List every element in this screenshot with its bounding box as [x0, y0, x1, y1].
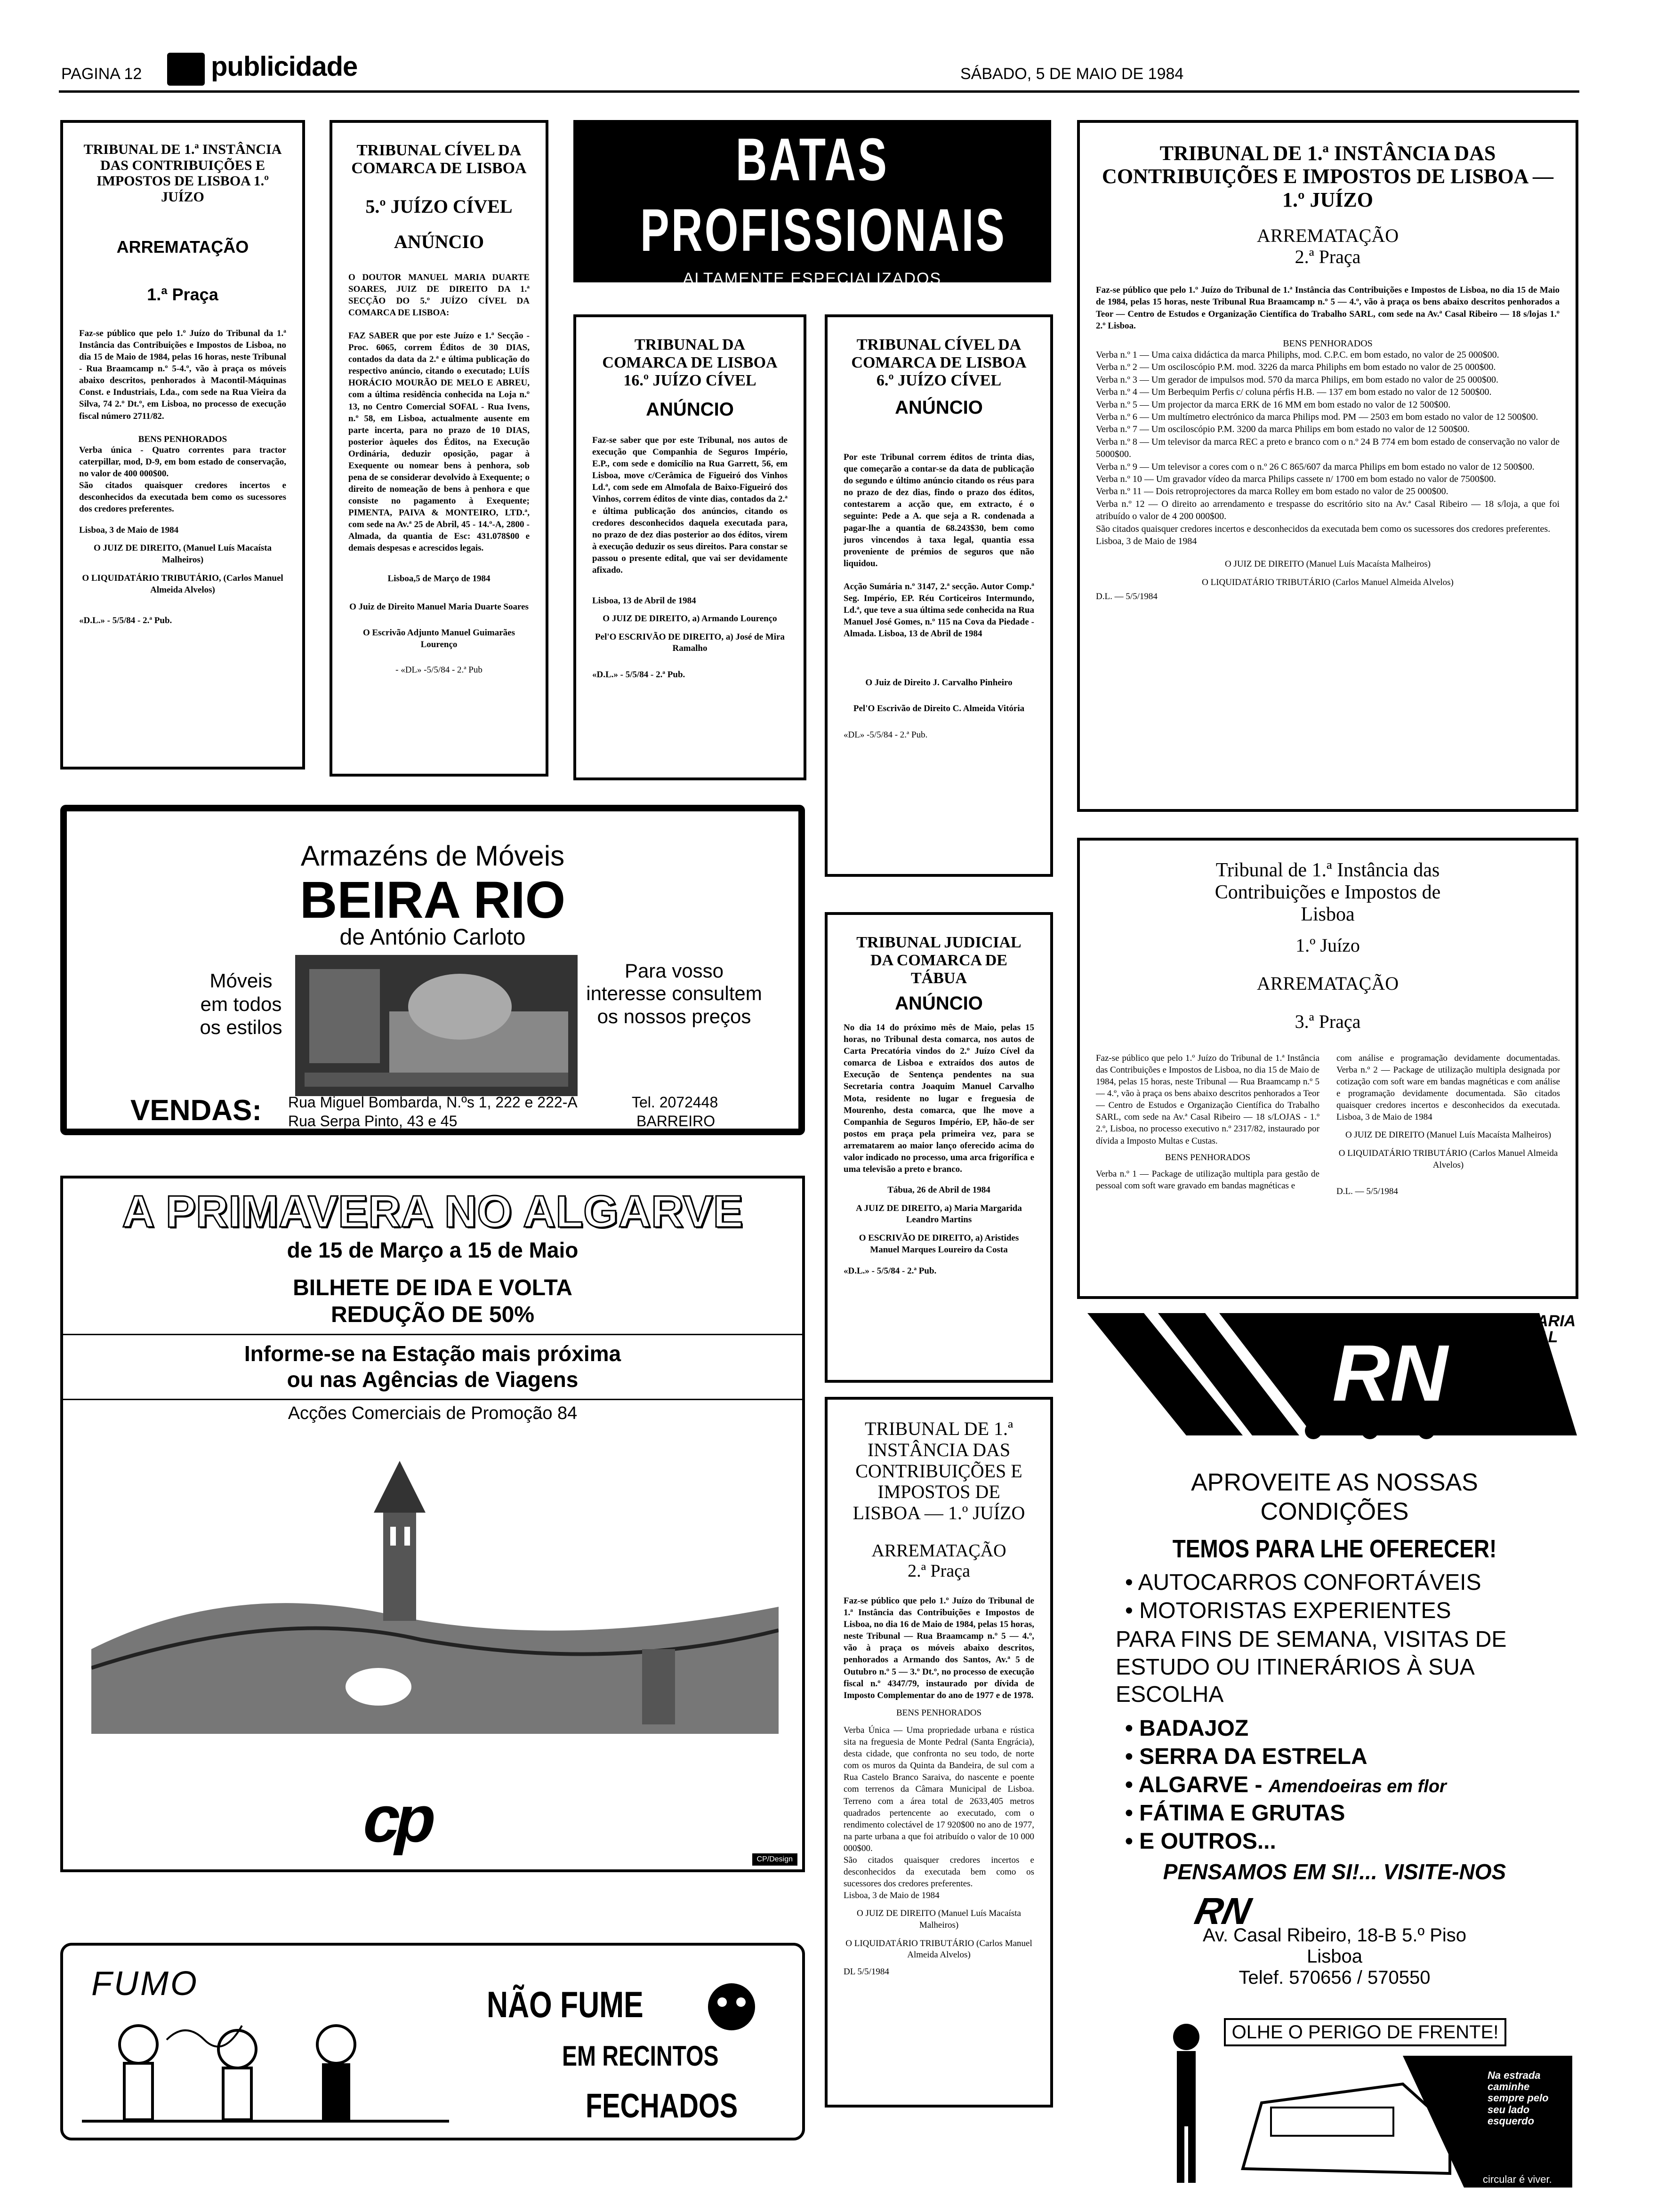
batas-sub1: ALTAMENTE ESPECIALIZADOS — [683, 270, 942, 288]
notice-juizo: 5.º JUÍZO CÍVEL — [365, 196, 513, 217]
bens-title: BENS PENHORADOS — [138, 434, 227, 444]
clerk-signature: Pel'O ESCRIVÃO DE DIREITO, a) José de Mira Ramalho — [595, 632, 785, 654]
verba-item: Verba n.º 7 — Um osciloscópio P.M. 3200 da marca Philips em bom estado no valor de 12 500$00. — [1096, 424, 1470, 435]
notice-title: TRIBUNAL CÍVEL DA COMARCA DE LISBOA 6.º JUÍZO CÍVEL — [851, 336, 1027, 390]
smoking-face-icon — [689, 1979, 774, 2035]
fumo-label: FUMO — [91, 1965, 199, 2003]
notice-praca: 3.ª Praça — [1295, 1010, 1361, 1032]
beira-rio-city: BARREIRO — [636, 1113, 716, 1130]
notice-praca: 2.ª Praça — [908, 1561, 970, 1581]
publication-ref: «D.L.» - 5/5/84 - 2.ª Pub. — [844, 1266, 937, 1276]
notice-date: Lisboa, 3 de Maio de 1984 — [844, 1891, 940, 1901]
rn-dest1: • BADAJOZ — [1125, 1716, 1249, 1741]
verba-item: Verba n.º 1 — Uma caixa didáctica da marca Philiphs, mod. C.P.C. em bom estado, no valor de 25 000$00. — [1096, 350, 1499, 361]
rn-bullet2: • MOTORISTAS EXPERIENTES — [1125, 1598, 1451, 1623]
verba-list — [1096, 349, 1560, 522]
bens-title: BENS PENHORADOS — [1283, 338, 1373, 349]
judge-signature: O JUIZ DE DIREITO, a) Armando Lourenço — [603, 614, 777, 624]
rn-dest3-detail: Amendoeiras em flor — [1268, 1777, 1447, 1796]
verba-item: Verba n.º 3 — Um gerador de impulsos mod. 570 da marca Philips, em bom estado no valor de 25 000$00. — [1096, 374, 1498, 385]
rn-dest2: • SERRA DA ESTRELA — [1125, 1744, 1367, 1769]
liquidator-signature: O LIQUIDATÁRIO TRIBUTÁRIO (Carlos Manuel Almeida Alvelos) — [1202, 577, 1454, 588]
divider — [63, 1399, 802, 1400]
rn-dest3: • ALGARVE - Amendoeiras em flor — [1125, 1772, 1447, 1797]
page-date: SÁBADO, 5 DE MAIO DE 1984 — [960, 65, 1184, 83]
rn-dest5-text: E OUTROS... — [1139, 1829, 1276, 1854]
notice-body: FAZ SABER que por este Juízo e 1.ª Secção - Proc. 6065, correm Éditos de 30 DIAS, contados da data da 2.ª e última publicação do respectivo anúncio, citando o executado; LUÍS HORÁCIO MOURÃO DE MELO E ABREU, com a última residência conhecida na Loja n.º 13, no Centro Comercial SOFAL - Rua Ivens, n.º 58, em Lisboa, actualmente ausente em parte incerta, para no prazo de 10 DIAS, posterior àqueles dos Éditos, na Execução Ordinária, deduzir oposição, pagar à Exequente ou nomear bens à penhora, sob pena de se considerar devolvido à Exequente; o direito de nomeação de bens à penhora e que consiste no pagamento à Exequente; PIMENTA, PAIVA & MONTEIRO, LTD.ª, com sede na Av.ª 25 de Abril, 45 - 14.º-A, 2800 - Almada, da quantia de Esc: 431.078$00 e demais despesas e acrescidos legais. — [348, 331, 530, 553]
algarve-dates: de 15 de Março a 15 de Maio — [287, 1238, 579, 1262]
algarve-info2: ou nas Agências de Viagens — [287, 1367, 579, 1392]
notice-praca: 1.ª Praça — [147, 284, 218, 304]
notice-title: TRIBUNAL DA COMARCA DE LISBOA 16.º JUÍZO CÍVEL — [602, 336, 778, 390]
verba-item: Verba n.º 4 — Um Berbequim Perfis c/ coluna pérfis H.B. — 137 em bom estado no valor de 12 500$00. — [1096, 387, 1492, 398]
verba-item: Verba n.º 6 — Um multímetro electrónico da marca Philips mod. PM — 2503 em bom estado no valor de 12 500$00. — [1096, 412, 1538, 423]
notice-date: Lisboa, 13 de Abril de 1984 — [592, 595, 696, 606]
page-number: PAGINA 12 — [61, 65, 142, 83]
notice-date: Lisboa, 3 de Maio de 1984 — [79, 525, 179, 536]
notice-subtitle: ARREMATAÇÃO — [871, 1540, 1006, 1561]
publication-ref: - «DL» -5/5/84 - 2.ª Pub — [395, 665, 483, 675]
bens-text: Verba n.º 1 — Package de utilização multipla para gestão de pessoal com soft ware gravado em bandas magnéticas e — [1096, 1169, 1319, 1191]
publication-ref: «D.L.» - 5/5/84 - 2.ª Pub. — [592, 670, 685, 680]
verba-item: Verba n.º 8 — Um televisor da marca REC a preto e branco com o n.º 24 B 774 em bom estado de conservação no valor de 5000$00. — [1096, 436, 1560, 460]
judge-signature: O Juiz de Direito Manuel Maria Duarte Soares — [349, 602, 529, 612]
algarve-footer: Acções Comerciais de Promoção 84 — [288, 1403, 578, 1423]
verba-item: Verba n.º 11 — Dois retroprojectores da marca Rolley em bom estado no valor de 25 000$00. — [1096, 486, 1448, 497]
chimney-rooftop-illustration-icon — [91, 1451, 779, 1734]
rn-line1: APROVEITE AS NOSSAS — [1191, 1469, 1478, 1496]
rn-line2: CONDIÇÕES — [1260, 1498, 1409, 1525]
citados-text: São citados quaisquer credores incertos e desconhecidos da executada bem como os sucessores dos credores preferentes. — [844, 1855, 1034, 1889]
beira-rio-t2: BEIRA RIO — [299, 871, 566, 929]
algarve-info1: Informe-se na Estação mais próxima — [244, 1341, 621, 1366]
rn-dest2-text: SERRA DA ESTRELA — [1139, 1744, 1367, 1769]
beira-rio-right: Para vosso interesse consultem os nossos preços — [586, 960, 762, 1027]
notice-anuncio: ANÚNCIO — [895, 993, 983, 1014]
notice-body: Faz-se saber que por este Tribunal, nos autos de execução que Companhia de Seguros Império, E.P., com sede e domicílio na Rua Garrett, 56, em Lisboa, move c/Cerâmica de Figueiró dos Vinhos Ld.ª, com sede em Almofala de Baixo-Figueiró dos Vinhos, correm éditos de vinte dias, contados da 2.ª e última publicação dos anúncios, citando os credores desconhecidos daquela executada para, no prazo de dez dias posterior ao dos éditos, virem à execução deduzir os seus direitos. Para constar se passou o presente edital, que vai ser devidamente afixado. — [592, 435, 788, 575]
rn-dest4: • FÁTIMA E GRUTAS — [1125, 1801, 1345, 1826]
notice-praca: 2.ª Praça — [1295, 246, 1361, 267]
batas-sub2: TINTURARIA GUANABARA - Dep. de Confecções — [633, 294, 992, 312]
nao-fume-title: NÃO FUME — [487, 1984, 643, 2025]
rn-logo-text: RN — [1332, 1329, 1448, 1418]
notice-body: Por este Tribunal correm éditos de trinta dias, que começarão a contar-se da data de publicação do segundo e último anúncio citando os réus para no prazo de dez dias, findo o prazo dos éditos, contestarem a acção que, em extracto, é o seguinte: Pede a A. que seja a R. condenada a pagar-lhe a quantia de 68.243$30, bem como juros vincendos à taxa legal, quantia essa proveniente de prémios de seguros que não liquidou. — [844, 452, 1034, 569]
ad-tribunal-comarca-16juizo — [573, 314, 806, 780]
notice-date: Tábua, 26 de Abril de 1984 — [887, 1185, 990, 1195]
perigo-title: OLHE O PERIGO DE FRENTE! — [1231, 2022, 1499, 2043]
rn-bullet2-text: MOTORISTAS EXPERIENTES — [1139, 1598, 1451, 1623]
notice-body-cont: com análise e programação devidamente documentadas. Verba n.º 2 — Package de utilização multipla designada por cotização com soft ware em bandas magnéticas e com análise e programação devidamente documentada. São citados quaisquer credores incertos e desconhecidos da executada. Lisboa, 3 de Maio de 1984 — [1336, 1053, 1560, 1122]
notice-anuncio: ANÚNCIO — [895, 397, 983, 418]
citados-text: São citados quaisquer credores incertos e desconhecidos da executada bem como os sucessores dos credores preferentes. — [1096, 523, 1551, 534]
notice-subtitle: ARREMATAÇÃO — [1256, 224, 1399, 246]
section-title: publicidade — [211, 51, 358, 82]
rn-line4: PARA FINS DE SEMANA, VISITAS DE ESTUDO OU ITINERÁRIOS À SUA ESCOLHA — [1116, 1627, 1507, 1707]
algarve-offer1: BILHETE DE IDA E VOLTA — [293, 1275, 572, 1300]
rn-small-logo-icon: RN — [1191, 1890, 1255, 1932]
beira-rio-left: Móveis em todos os estilos — [200, 970, 282, 1039]
rn-line5: PENSAMOS EM SI!... VISITE-NOS — [1163, 1859, 1506, 1884]
judge-signature: O Juiz de Direito J. Carvalho Pinheiro — [865, 678, 1013, 688]
divider — [63, 1334, 802, 1335]
ad-batas-profissionais — [573, 120, 1051, 335]
clerk-signature: O Escrivão Adjunto Manuel Guimarães Lourenço — [362, 627, 515, 649]
ad-tribunal-tabua — [825, 912, 1053, 1383]
notice-body: Faz-se público que pelo 1.º Juízo do Tribunal de 1.ª Instância das Contribuições e Impostos de Lisboa, no dia 15 de Maio de 1984, pelas 15 horas, neste Tribunal — Rua Braamcamp n.º 5 — 4.º, vão à praça os bens abaixo descritos penhorados a Teor — Centro de Estudos e Organização Científica do Trabalho SARL, com sede na Av.ª Casal Ribeiro — 18 s/LOJAS - 1.º 2.º, Lisboa, no processo executivo n.º 2317/82, instaurado por dívida a Imposto Multas e Custas. — [1096, 1053, 1319, 1146]
ad-olhe-perigo — [1158, 2018, 1572, 2202]
notice-intro: O DOUTOR MANUEL MARIA DUARTE SOARES, JUIZ DE DIREITO DA 1.ª SECÇÃO DO 5.º JUÍZO CÍVEL DA COMARCA DE LISBOA: — [348, 272, 530, 318]
rn-address: Av. Casal Ribeiro, 18-B 5.º Piso — [1202, 1925, 1467, 1946]
notice-date: Lisboa, 3 de Maio de 1984 — [1096, 536, 1197, 546]
notice-juizo: 1.º Juízo — [1295, 935, 1360, 956]
judge-signature: O JUIZ DE DIREITO (Manuel Luís Macaísta Malheiros) — [857, 1908, 1021, 1930]
rn-bullet1: • AUTOCARROS CONFORTÁVEIS — [1125, 1570, 1481, 1595]
rn-dest4-text: FÁTIMA E GRUTAS — [1139, 1801, 1345, 1826]
liquidator-signature: O LIQUIDATÁRIO TRIBUTÁRIO, (Carlos Manuel Almeida Alvelos) — [82, 573, 283, 595]
clerk-signature: O ESCRIVÃO DE DIREITO, a) Aristides Manuel Marques Loureiro da Costa — [859, 1233, 1019, 1255]
beira-rio-tel: Tel. 2072448 — [632, 1094, 718, 1111]
rn-brand: RODOVIARIA NACIONAL — [1473, 1312, 1575, 1346]
notice-subtitle: ARREMATAÇÃO — [116, 237, 249, 257]
ad-tribunal-contribuicoes-1praca — [60, 120, 305, 769]
furniture-photo-icon — [295, 955, 578, 1096]
bens-title: BENS PENHORADOS — [1165, 1152, 1251, 1162]
notice-subtitle: ARREMATAÇÃO — [1256, 972, 1399, 994]
ad-tribunal-contribuicoes-2praca-b — [825, 1397, 1053, 2108]
rn-dest1-text: BADAJOZ — [1139, 1716, 1249, 1741]
algarve-title: A PRIMAVERA NO ALGARVE — [122, 1186, 743, 1237]
ad-tribunal-civel-5juizo — [330, 120, 548, 777]
notice-date: Lisboa,5 de Março de 1984 — [387, 573, 491, 584]
beira-rio-t3: de António Carloto — [339, 925, 526, 950]
cp-design-credit: CP/Design — [752, 1853, 797, 1866]
publication-ref: DL 5/5/1984 — [844, 1966, 889, 1977]
notice-anuncio: ANÚNCIO — [394, 231, 484, 252]
batas-address: Areeiro) — [788, 320, 832, 335]
notice-title: TRIBUNAL CÍVEL DA COMARCA DE LISBOA — [351, 142, 527, 177]
notice-body: Faz-se público que pelo 1.º Juízo do Tribunal da 1.ª Instância das Contribuições e Impostos de Lisboa, no dia 15 de Maio de 1984, pelas 16 horas, neste Tribunal - Rua Braamcamp n.º 5-4.º, vão à praça os móveis abaixo descritos, penhorados à Macontil-Máquinas Const. e Industriais, Lda., com sede na Rua Vieira da Silva, 74 2.º Dt.º, em Lisboa, no processo de execução fiscal número 2711/82. — [79, 329, 286, 421]
citados-text: São citados quaisquer credores incertos e desconhecidos da executada bem como os sucessores dos credores preferentes. — [79, 481, 286, 514]
header-rule — [59, 90, 1579, 93]
notice-anuncio: ANÚNCIO — [646, 399, 734, 420]
ad-nao-fume — [60, 1943, 805, 2140]
ad-tribunal-contribuicoes-2praca-a — [1077, 120, 1578, 812]
bens-text: Verba Única — Uma propriedade urbana e rústica sita na freguesia de Monte Pedral (Santa Engrácia), desta cidade, que confronta no seu todo, de norte com os muros da Quinta da Bandeira, de sul com a Rua Castelo Branco Saraiva, do nascente e poente com terrenos da Câmara Municipal de Lisboa. Terreno com a área total de 2633,405 metros quadrados pertencente ao executado, com o rendimento colectável de 17 920$00 no ano de 1977, na parte urbana a que foi atribuído o valor de 10 000 000$00. — [844, 1725, 1034, 1853]
newspaper-logo-icon — [167, 53, 205, 86]
smokers-cartoon-icon — [82, 2012, 449, 2134]
notice-body: Faz-se público que pelo 1.º Juízo do Tribunal de 1.ª Instância das Contribuições e Impostos de Lisboa, no dia 15 de Maio de 1984, pelas 15 horas, neste Tribunal Rua Braamcamp n.º 5 — 4.º, vão à praça os bens abaixo descritos penhorados a Teor — Centro de Estudos e Organização Científica do Trabalho SARL, com sede na Av.ª Casal Ribeiro — 18 s/lojas 1.º 2.º Lisboa. — [1096, 285, 1560, 331]
accao-text: Acção Sumária n.º 3147, 2.ª secção. Autor Comp.ª Seg. Império, EP. Réu Corticeiros Intermundo, Ld.ª, que teve a sua última sede conhecida na Rua Manuel José Gomes, n.º 115 na Cova da Piedade - Almada. Lisboa, 13 de Abril de 1984 — [844, 581, 1034, 639]
rn-dest5: • E OUTROS... — [1125, 1829, 1276, 1854]
algarve-offer2: REDUÇÃO DE 50% — [330, 1302, 535, 1327]
rn-bullet1-text: AUTOCARROS CONFORTÁVEIS — [1138, 1570, 1481, 1595]
liquidator-signature: O LIQUIDATÁRIO TRIBUTÁRIO (Carlos Manuel Almeida Alvelos) — [1338, 1148, 1558, 1170]
notice-column-right — [1336, 1052, 1560, 1197]
publication-ref: D.L. — 5/5/1984 — [1096, 591, 1158, 601]
judge-signature: O JUIZ DE DIREITO, (Manuel Luís Macaísta Malheiros) — [93, 543, 272, 565]
ad-beira-rio — [60, 805, 805, 1135]
notice-body: No dia 14 do próximo mês de Maio, pelas 15 horas, no Tribunal desta comarca, nos autos de Carta Precatória vindos do 2.º Juízo Cível da comarca de Lisboa e extraídos dos autos de Execução de Sentença pendentes na sua Secretaria contra Joaquim Manuel Carvalho Mota, residente no lugar e freguesia de Mourenho, desta comarca, que lhe move a Companhia de Seguros Império, EP, hão-de ser postos em praça pela primeira vez, para se arrematarem ao maior lanço oferecido acima do valor indicado no processo, uma arca frigorífica e uma televisão a preto e branco. — [844, 1023, 1034, 1174]
verba-item: Verba n.º 9 — Um televisor a cores com o n.º 26 C 865/607 da marca Philips em bom estado no valor de 12 500$00. — [1096, 461, 1535, 472]
beira-rio-t1: Armazéns de Móveis — [300, 840, 565, 872]
publication-ref: «DL» -5/5/84 - 2.ª Pub. — [844, 729, 928, 740]
judge-signature: O JUIZ DE DIREITO (Manuel Luís Macaísta Malheiros) — [1224, 559, 1431, 569]
notice-title: TRIBUNAL DE 1.ª INSTÂNCIA DAS CONTRIBUIÇÕES E IMPOSTOS DE LISBOA — 1.º JUÍZO — [853, 1418, 1025, 1524]
cp-logo-icon: cp — [356, 1782, 440, 1856]
rn-line3: TEMOS PARA LHE OFERECER! — [1172, 1535, 1497, 1563]
ad-rodoviaria-nacional — [1087, 1313, 1582, 1967]
publication-ref: «D.L.» - 5/5/84 - 2.ª Pub. — [79, 616, 172, 626]
notice-title: TRIBUNAL JUDICIAL DA COMARCA DE TÁBUA — [856, 934, 1022, 987]
nao-fume-line3: FECHADOS — [586, 2087, 738, 2125]
rn-telephone: Telef. 570656 / 570550 — [1239, 1967, 1431, 1988]
beira-rio-addr2: Rua Serpa Pinto, 43 e 45 — [288, 1113, 458, 1130]
judge-signature: O JUIZ DE DIREITO (Manuel Luís Macaísta Malheiros) — [1345, 1130, 1552, 1140]
liquidator-signature: O LIQUIDATÁRIO TRIBUTÁRIO (Carlos Manuel Almeida Alvelos) — [845, 1938, 1032, 1960]
notice-title: Tribunal de 1.ª Instância das Contribuições e Impostos de Lisboa — [1215, 859, 1441, 926]
notice-title: TRIBUNAL DE 1.ª INSTÂNCIA DAS CONTRIBUIÇÕES E IMPOSTOS DE LISBOA 1.º JUÍZO — [83, 142, 282, 205]
batas-title: BATAS PROFISSIONAIS — [640, 126, 1007, 264]
verba-item: Verba n.º 5 — Um projector da marca ERK de 16 MM em bom estado no valor de 12 500$00. — [1096, 399, 1451, 410]
ad-tribunal-civel-6juizo — [825, 314, 1053, 877]
beira-rio-vendas: VENDAS: — [130, 1094, 262, 1127]
notice-title: TRIBUNAL DE 1.ª INSTÂNCIA DAS CONTRIBUIÇÕES E IMPOSTOS DE LISBOA — 1.º JUÍZO — [1102, 142, 1553, 211]
perigo-subtext: Na estrada caminhe sempre pelo seu lado esquerdo — [1488, 2069, 1549, 2127]
notice-column-left — [1096, 1052, 1319, 1192]
ad-cp-algarve — [60, 1176, 805, 1872]
rn-city: Lisboa — [1307, 1946, 1362, 1967]
beira-rio-addr1: Rua Miguel Bombarda, N.ºs 1, 222 e 222-A — [288, 1094, 578, 1111]
ad-tribunal-contribuicoes-3praca — [1077, 838, 1578, 1299]
notice-body: Faz-se público que pelo 1.º Juízo do Tribunal de 1.ª Instância das Contribuições e Impostos de Lisboa, no dia 16 de Maio de 1984, pelas 15 horas, neste Tribunal — Rua Braamcamp n.º 5 — 4.º, vão à praça os móveis abaixo descritos, penhorados a Armando dos Santos, Av.ª 5 de Outubro n.º 5 — 3.º Dt.º, no processo de execução fiscal n.º 4347/79, instaurado por dívida de Imposto Complementar do ano de 1977 e de 1978. — [844, 1596, 1034, 1700]
judge-signature: A JUIZ DE DIREITO, a) Maria Margarida Leandro Martins — [856, 1203, 1022, 1225]
verba-item: Verba n.º 2 — Um osciloscópio P.M. mod. 3226 da marca Philiphs em bom estado no valor de 25 000$00. — [1096, 362, 1496, 373]
perigo-brand: circular é viver. — [1483, 2173, 1552, 2185]
publication-ref: D.L. — 5/5/1984 — [1336, 1186, 1398, 1196]
bens-text: Verba única - Quatro correntes para tractor caterpillar, mod, D-9, em bom estado de conservação, no valor de 400 000$00. — [79, 445, 286, 479]
clerk-signature: Pel'O Escrivão de Direito C. Almeida Vitória — [853, 703, 1025, 713]
verba-item: Verba n.º 12 — O direito ao arrendamento e trespasse do escritório sito na Av.ª Casal Ribeiro — 18 s/loja, a que foi atribuído o valor de 4 200 000$00. — [1096, 498, 1560, 522]
rn-dest3-text: ALGARVE - — [1138, 1772, 1263, 1797]
nao-fume-line2: EM RECINTOS — [562, 2040, 719, 2072]
verba-item: Verba n.º 10 — Um gravador vídeo da marca Philips cassete n/ 1700 em bom estado no valor de 7500$00. — [1096, 474, 1496, 484]
bens-title: BENS PENHORADOS — [896, 1707, 982, 1718]
